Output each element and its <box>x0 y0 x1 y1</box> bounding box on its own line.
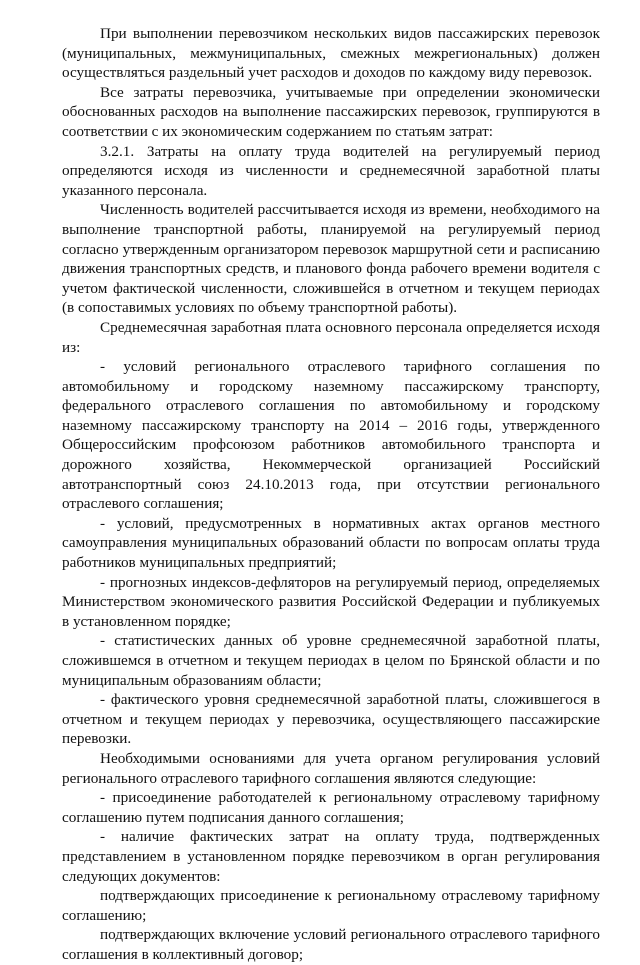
list-item-actual-salary: - фактического уровня среднемесячной заработной платы, сложившегося в отчетном и текущем периодах у перевозчика, осуществляющего пассажирские перевозки. <box>62 691 600 748</box>
list-item-tariff-agreement: - условий регионального отраслевого тарифного соглашения по автомобильному и городскому наземному пассажирскому транспорту, федерального отраслевого соглашения по автомобильному и городскому наземному пассажирскому транспорту на 2014 – 2016 годы, утвержденного Общероссийским профсоюзом работников автомобильного транспорта и дорожного хозяйства, Некоммерческой организацией Российский автотранспортный союз 24.10.2013 года, при отсутствии регионального отраслевого соглашения; <box>62 358 600 513</box>
list-item-statistical-data: - статистических данных об уровне среднемесячной заработной платы, сложившемся в отчетном и текущем периодах в целом по Брянской области и по муниципальным образованиям области; <box>62 632 600 689</box>
list-item-deflator-indices: - прогнозных индексов-дефляторов на регулируемый период, определяемых Министерством экономического развития Российской Федерации и публикуемых в установленном порядке; <box>62 573 600 630</box>
paragraph-separate-accounting: При выполнении перевозчиком нескольких видов пассажирских перевозок (муниципальных, межмуниципальных, смежных межрегиональных) должен осуществляться раздельный учет расходов и доходов по каждому виду перевозок. <box>62 25 600 82</box>
paragraph-required-grounds: Необходимыми основаниями для учета органом регулирования условий регионального отраслевого тарифного соглашения являются следующие: <box>62 749 600 787</box>
list-item-actual-costs: - наличие фактических затрат на оплату труда, подтвержденных представлением в установленном порядке перевозчиком в орган регулирования следующих документов: <box>62 828 600 885</box>
document-page <box>62 24 600 965</box>
list-item-employer-accession: - присоединение работодателей к региональному отраслевому тарифному соглашению путем подписания данного соглашения; <box>62 789 600 826</box>
paragraph-driver-headcount: Численность водителей рассчитывается исходя из времени, необходимого на выполнение транспортной работы, планируемой на регулируемый период согласно утвержденным организатором перевозок маршрутной сети и расписанию движения транспортных средств, и планового фонда рабочего времени водителя с учетом фактической численности, сложившейся в отчетном и текущем периодах (в сопоставимых условиях по объему транспортной работы). <box>62 201 600 317</box>
list-item-collective-agreement: подтверждающих включение условий регионального отраслевого тарифного соглашения в коллективный договор; <box>62 926 600 963</box>
paragraph-average-salary: Среднемесячная заработная плата основного персонала определяется исходя из: <box>62 318 600 356</box>
list-item-accession-proof: подтверждающих присоединение к региональному отраслевому тарифному соглашению; <box>62 887 600 924</box>
paragraph-section-3-2-1: 3.2.1. Затраты на оплату труда водителей на регулируемый период определяются исходя из численности и среднемесячной заработной платы указанного персонала. <box>62 142 600 199</box>
list-item-local-acts: - условий, предусмотренных в нормативных актах органов местного самоуправления муниципальных образований области по вопросам оплаты труда работников муниципальных предприятий; <box>62 514 600 572</box>
paragraph-cost-grouping: Все затраты перевозчика, учитываемые при определении экономически обоснованных расходов на выполнение пассажирских перевозок, группируются в соответствии с их экономическим содержанием по статьям затрат: <box>62 83 600 140</box>
